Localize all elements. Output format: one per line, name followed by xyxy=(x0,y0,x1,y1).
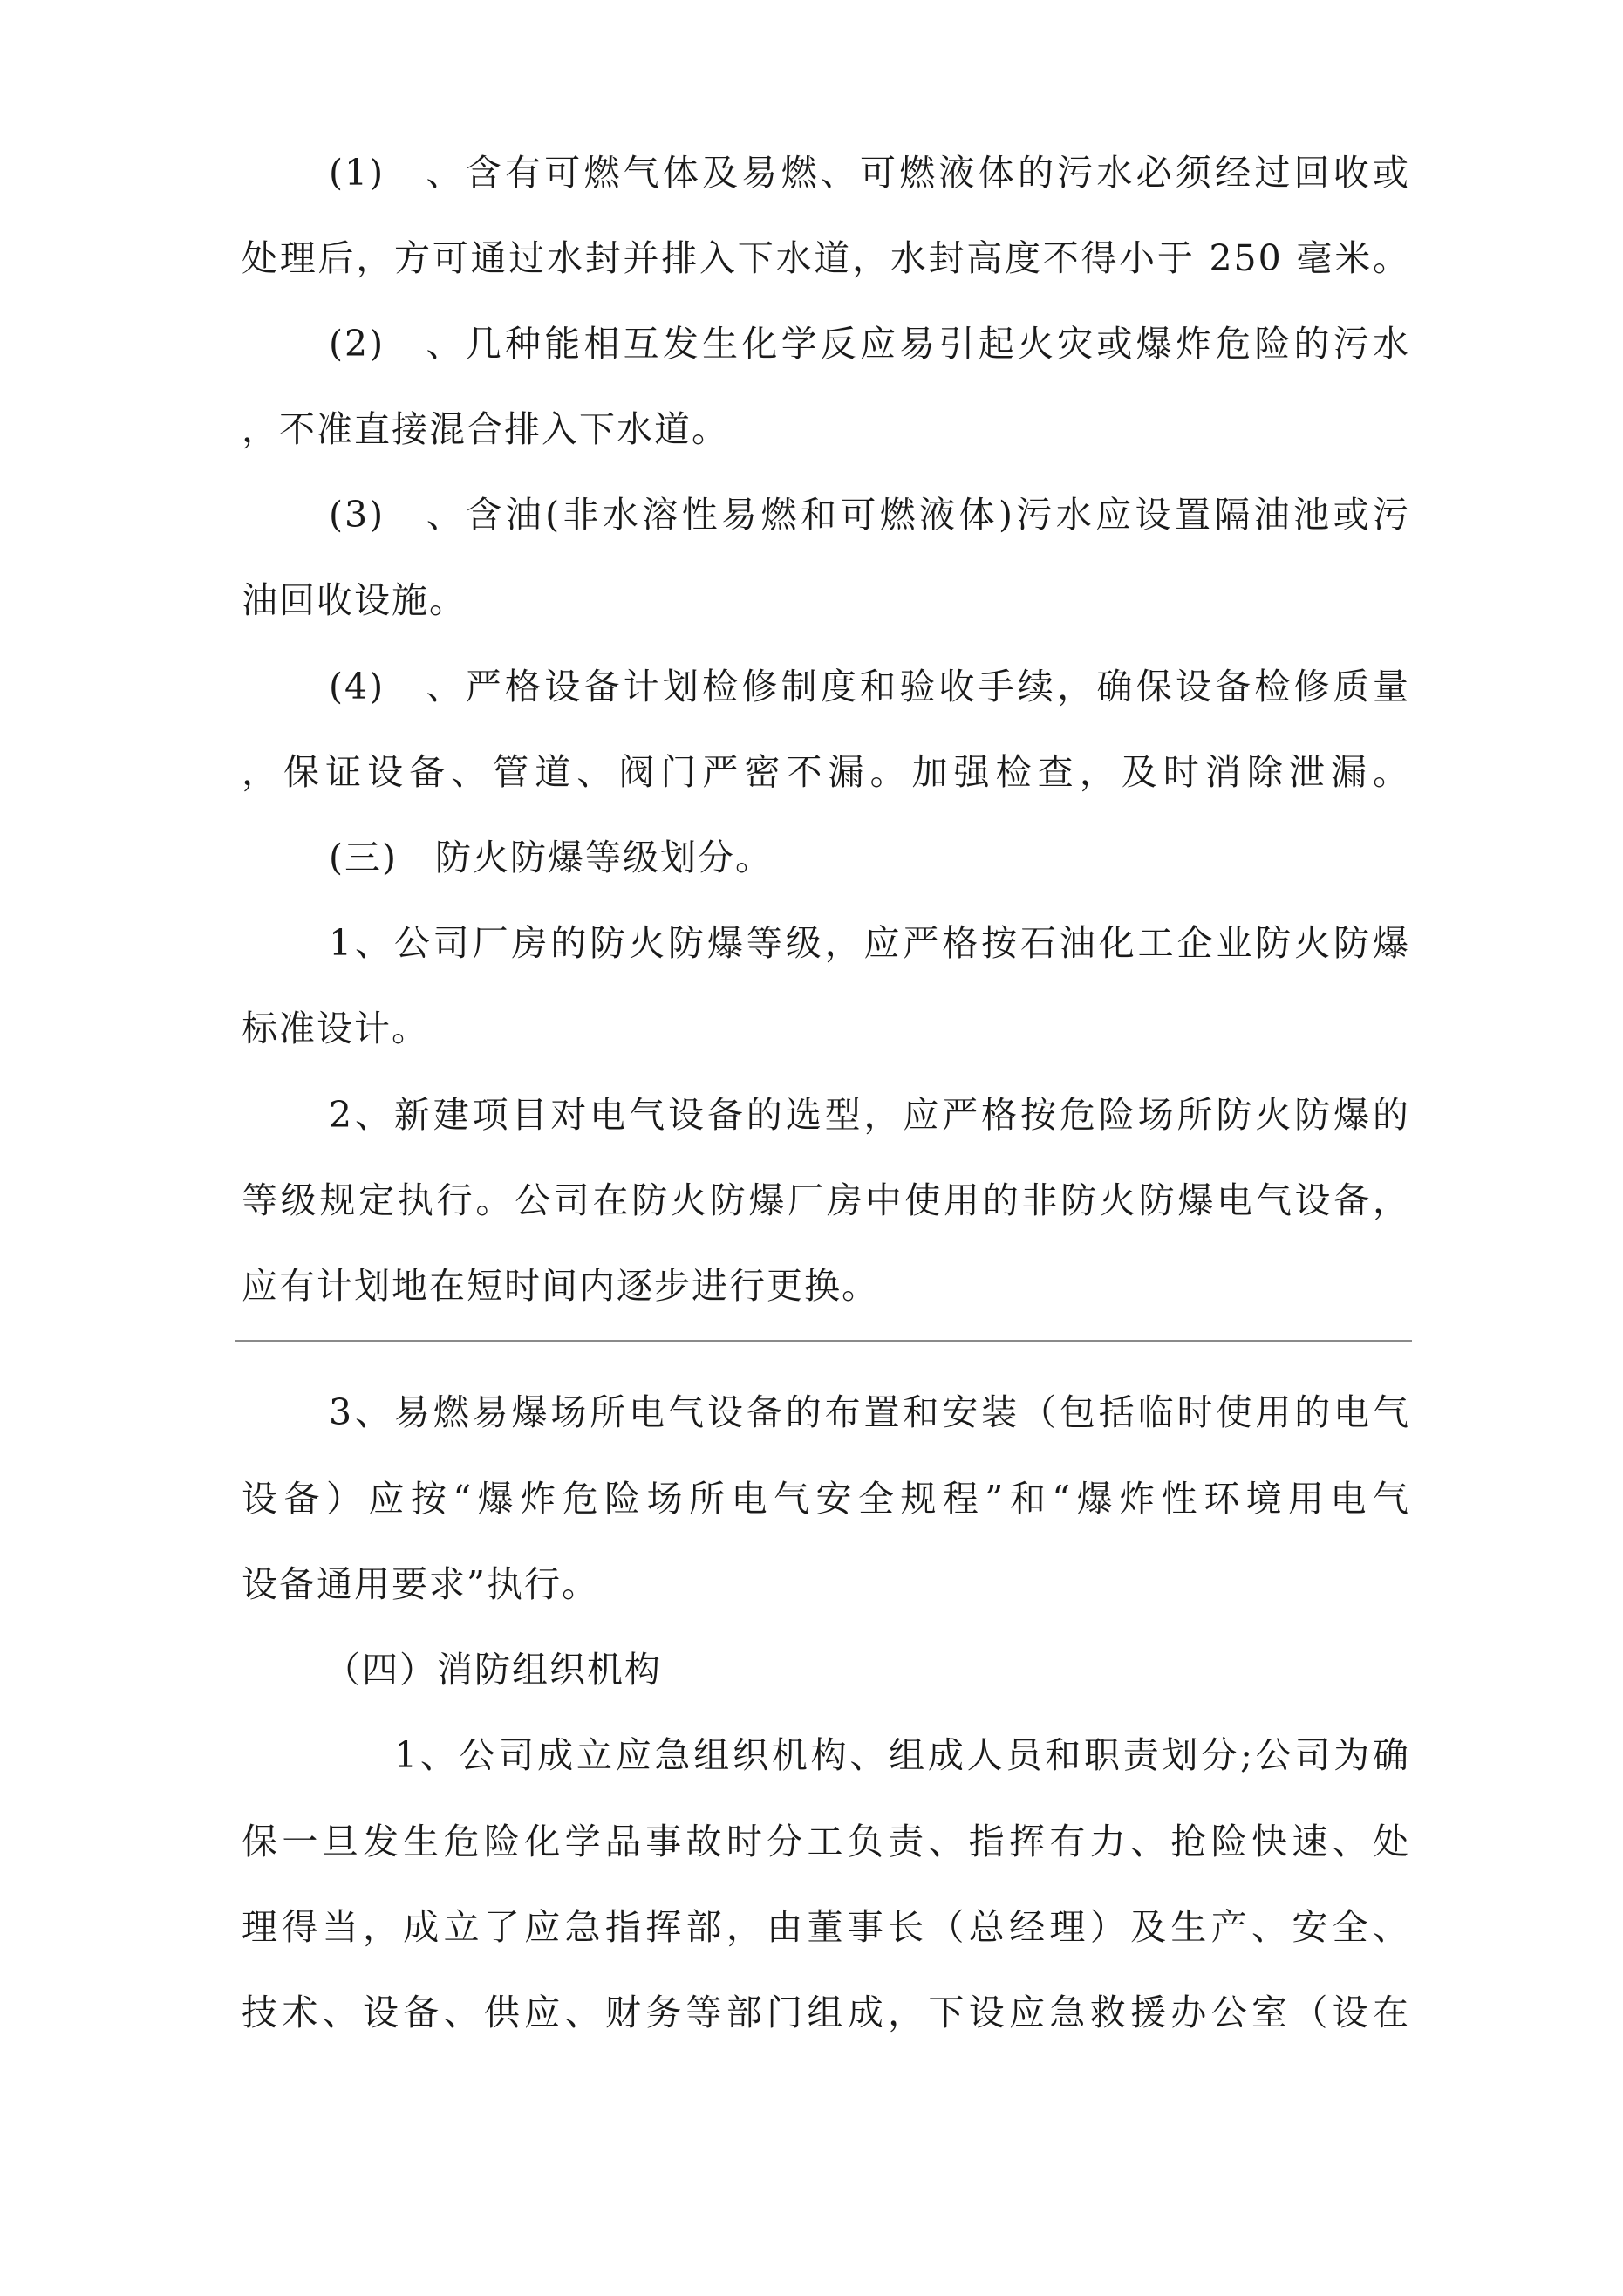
paragraph-line: 设备）应按“爆炸危险场所电气安全规程”和“爆炸性环境用电气 xyxy=(242,1478,1410,1520)
paragraph-line: 2、新建项目对电气设备的选型，应严格按危险场所防火防爆的 xyxy=(329,1094,1410,1136)
section-heading: (三) 防火防爆等级划分。 xyxy=(329,837,773,878)
paragraph-line: 理得当，成立了应急指挥部，由董事长（总经理）及生产、安全、 xyxy=(242,1906,1410,1948)
paragraph-line: 1、公司厂房的防火防爆等级，应严格按石油化工企业防火防爆 xyxy=(329,922,1410,964)
paragraph-line: 处理后，方可通过水封并排入下水道，水封高度不得小于 250 毫米。 xyxy=(242,237,1410,279)
paragraph-line: 设备通用要求”执行。 xyxy=(242,1563,599,1605)
paragraph-line: 技术、设备、供应、财务等部门组成，下设应急救援办公室（设在 xyxy=(242,1992,1410,2033)
paragraph-line: 应有计划地在短时间内逐步进行更换。 xyxy=(242,1265,879,1307)
paragraph-line: (4) 、严格设备计划检修制度和验收手续，确保设备检修质量 xyxy=(329,666,1410,707)
paragraph-line: 等级规定执行。公司在防火防爆厂房中使用的非防火防爆电气设备， xyxy=(242,1179,1410,1221)
paragraph-line: 油回收设施。 xyxy=(242,579,467,621)
paragraph-line: 标准设计。 xyxy=(242,1008,429,1049)
paragraph-line: (2) 、几种能相互发生化学反应易引起火灾或爆炸危险的污水 xyxy=(329,323,1410,365)
paragraph-line: (3) 、含油(非水溶性易燃和可燃液体)污水应设置隔油池或污 xyxy=(329,494,1410,536)
paragraph-line: ，不准直接混合排入下水道。 xyxy=(242,408,729,450)
paragraph-line: (1) 、含有可燃气体及易燃、可燃液体的污水必须经过回收或 xyxy=(329,152,1410,194)
paragraph-line: ，保证设备、管道、阀门严密不漏。加强检查，及时消除泄漏。 xyxy=(242,751,1410,793)
paragraph-line: 3、易燃易爆场所电气设备的布置和安装（包括临时使用的电气 xyxy=(329,1391,1410,1433)
section-heading: （四）消防组织机构 xyxy=(324,1649,662,1691)
page-divider xyxy=(235,1340,1412,1342)
paragraph-line: 保一旦发生危险化学品事故时分工负责、指挥有力、抢险快速、处 xyxy=(242,1821,1410,1862)
paragraph-line: 1、公司成立应急组织机构、组成人员和职责划分;公司为确 xyxy=(394,1734,1410,1776)
